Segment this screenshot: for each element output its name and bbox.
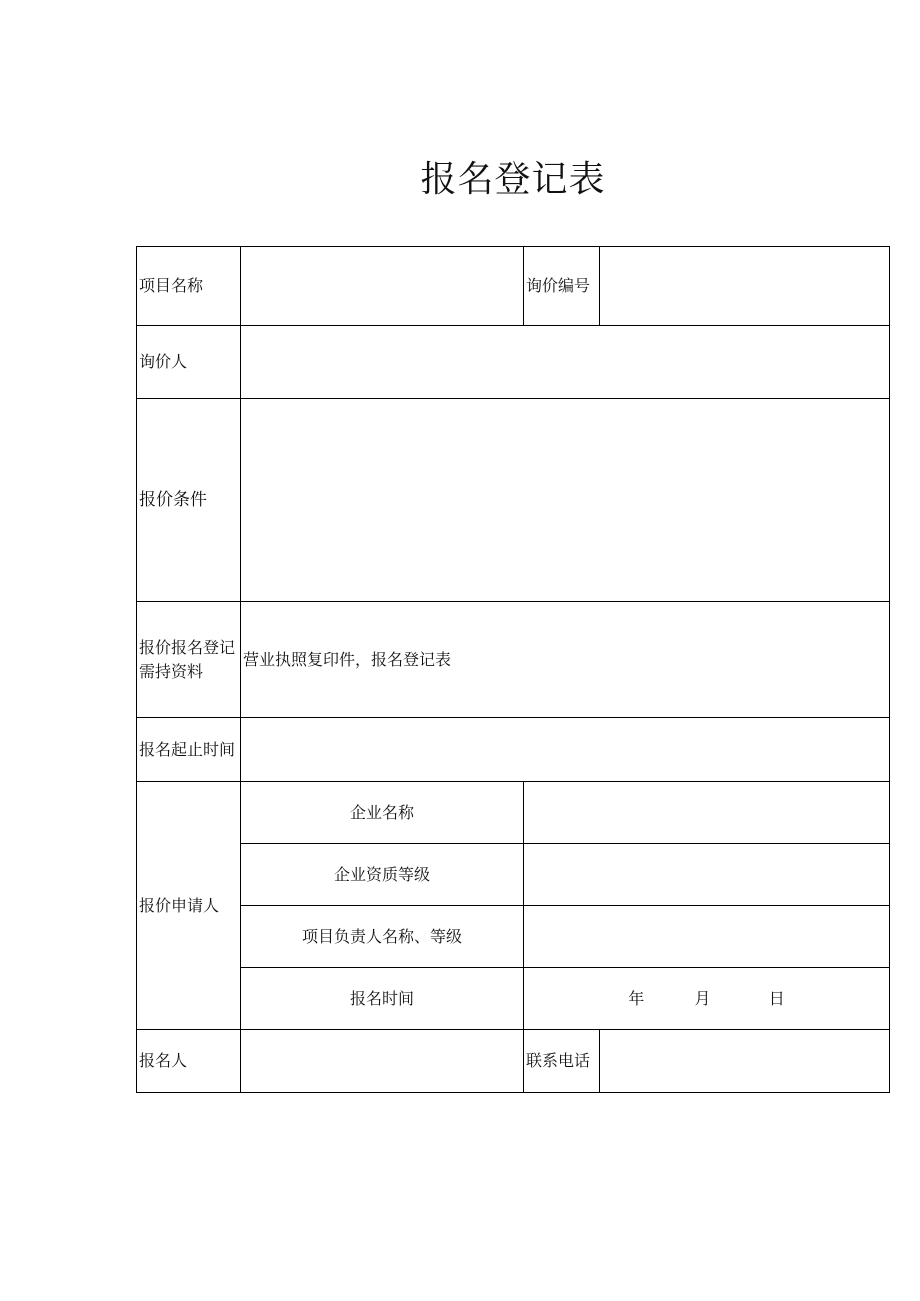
row-inquirer xyxy=(137,326,890,399)
phone-label: 联系电话 xyxy=(524,1030,600,1093)
row-registrant xyxy=(137,1030,890,1093)
row-project-manager xyxy=(137,906,890,968)
row-registration-time xyxy=(137,968,890,1030)
registration-time-label: 报名时间 xyxy=(241,968,524,1030)
project-name-label: 项目名称 xyxy=(137,247,241,326)
date-day-label: 日 xyxy=(768,988,785,1008)
inquiry-no-label: 询价编号 xyxy=(524,247,600,326)
date-year-label: 年 xyxy=(628,988,645,1008)
quote-conditions-label: 报价条件 xyxy=(137,399,241,602)
project-manager-label: 项目负责人名称、等级 xyxy=(241,906,524,968)
inquirer-label: 询价人 xyxy=(137,326,241,399)
phone-field[interactable] xyxy=(600,1030,890,1093)
project-manager-field[interactable] xyxy=(524,906,890,968)
project-name-field[interactable] xyxy=(241,247,524,326)
registrant-label: 报名人 xyxy=(137,1030,241,1093)
quote-conditions-field[interactable] xyxy=(241,399,890,602)
company-qualification-field[interactable] xyxy=(524,844,890,906)
row-quote-conditions xyxy=(137,399,890,602)
registrant-field[interactable] xyxy=(241,1030,524,1093)
company-name-label: 企业名称 xyxy=(241,782,524,844)
registration-period-label: 报名起止时间 xyxy=(137,718,241,782)
inquirer-field[interactable] xyxy=(241,326,890,399)
required-docs-label: 报价报名登记需持资料 xyxy=(137,602,241,718)
row-required-docs xyxy=(137,602,890,718)
applicant-label: 报价申请人 xyxy=(137,782,241,1030)
required-docs-value: 营业执照复印件，报名登记表 xyxy=(241,602,890,718)
company-name-field[interactable] xyxy=(524,782,890,844)
document-title: 报名登记表 xyxy=(420,159,606,200)
registration-date-field[interactable] xyxy=(524,968,890,1030)
registration-form xyxy=(136,246,890,1093)
registration-period-field[interactable] xyxy=(241,718,890,782)
row-registration-period xyxy=(137,718,890,782)
inquiry-no-field[interactable] xyxy=(600,247,890,326)
row-company-qualification xyxy=(137,844,890,906)
row-company-name xyxy=(137,782,890,844)
company-qualification-label: 企业资质等级 xyxy=(241,844,524,906)
date-month-label: 月 xyxy=(694,988,711,1008)
row-project xyxy=(137,247,890,326)
